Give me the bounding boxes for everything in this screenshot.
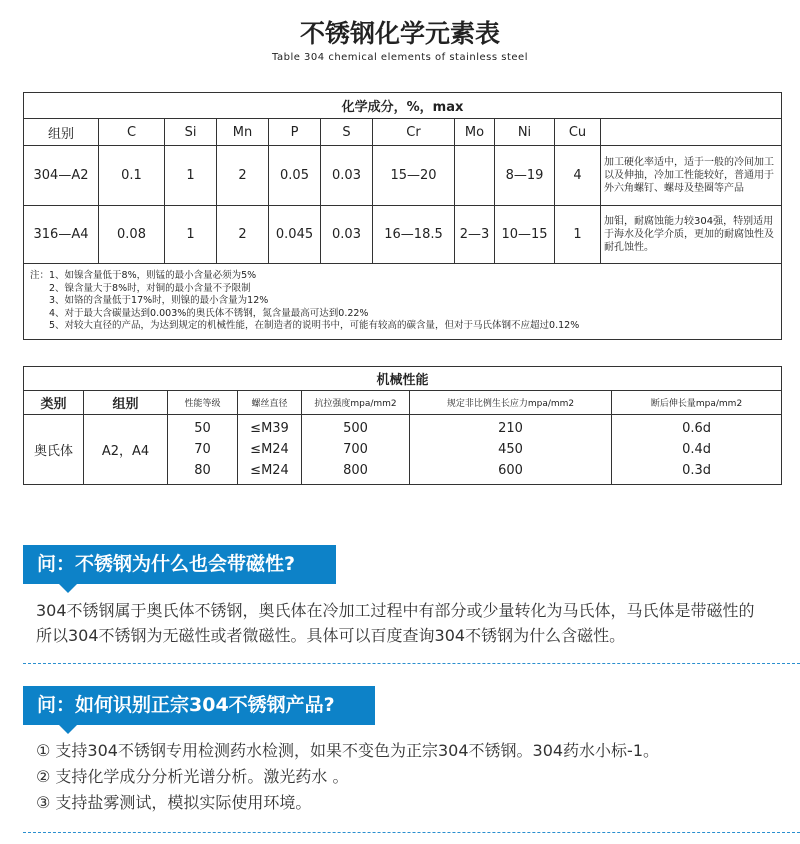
- diameter-value: ≤M24: [250, 442, 289, 457]
- table-cell: 0.03: [321, 146, 373, 206]
- column-header: Mn: [217, 119, 269, 146]
- table-cell: 1: [165, 146, 217, 206]
- table-row: [24, 415, 782, 485]
- grade-cell: [168, 415, 238, 485]
- table-cell: 4: [555, 146, 601, 206]
- column-header: Mo: [455, 119, 495, 146]
- column-header: C: [99, 119, 165, 146]
- answer-line: ③ 支持盐雾测试，模拟实际使用环境。: [36, 793, 312, 812]
- table-cell: 2: [217, 206, 269, 264]
- table-notes: [24, 264, 782, 340]
- grade-value: 80: [194, 463, 211, 478]
- table-cell: 16—18.5: [373, 206, 455, 264]
- table-cell: 1: [165, 206, 217, 264]
- question-text: 问：不锈钢为什么也会带磁性?: [37, 553, 296, 575]
- table-cell: 316—A4: [24, 206, 99, 264]
- table-cell: 10—15: [495, 206, 555, 264]
- section-divider: [23, 832, 800, 833]
- question-banner: [23, 686, 375, 725]
- column-header: 抗拉强度mpa/mm2: [302, 391, 410, 415]
- tensile-cell: [302, 415, 410, 485]
- table-cell: 2—3: [455, 206, 495, 264]
- table-cell: 0.1: [99, 146, 165, 206]
- elongation-value: 0.3d: [682, 463, 711, 478]
- question-text: 问：如何识别正宗304不锈钢产品?: [37, 694, 335, 716]
- yield-cell: [410, 415, 612, 485]
- section-divider: [23, 663, 800, 664]
- column-header: S: [321, 119, 373, 146]
- diameter-value: ≤M24: [250, 463, 289, 478]
- column-header: 组别: [84, 391, 168, 415]
- note-line: 5、对较大直径的产品，为达到规定的机械性能，在制造者的说明书中，可能有较高的碳含量，但对于马氏体钢不应超过0.12%: [30, 320, 580, 332]
- table-row: [24, 206, 782, 264]
- mech-table-caption: 机械性能: [24, 367, 782, 391]
- question-banner: [23, 545, 336, 584]
- table-cell: 1: [555, 206, 601, 264]
- answer-line: 304不锈钢属于奥氏体不锈钢，奥氏体在冷加工过程中有部分或少量转化为马氏体，马氏体是带磁性的: [36, 601, 755, 620]
- table-cell: 8—19: [495, 146, 555, 206]
- tensile-value: 500: [343, 421, 368, 436]
- answer-line: ② 支持化学成分分析光谱分析。激光药水 。: [36, 767, 349, 786]
- grade-value: 50: [194, 421, 211, 436]
- column-header: Ni: [495, 119, 555, 146]
- row-description: 加工硬化率适中，适于一般的冷间加工以及伸抽，冷加工性能较好，普通用于外六角螺钉、螺母及垫圈等产品: [601, 146, 782, 206]
- note-line: 4、对于最大含碳量达到0.003%的奥氏体不锈钢，氮含量最高可达到0.22%: [30, 307, 369, 319]
- note-line: 3、如铬的含量低于17%时，则镍的最小含量为12%: [30, 295, 269, 307]
- answer-line: ① 支持304不锈钢专用检测药水检测，如果不变色为正宗304不锈钢。304药水小标-1。: [36, 741, 660, 760]
- table-cell: 304—A2: [24, 146, 99, 206]
- table-cell: [455, 146, 495, 206]
- column-header-blank: [601, 119, 782, 146]
- column-header: Cr: [373, 119, 455, 146]
- tensile-value: 800: [343, 463, 368, 478]
- column-header: 规定非比例生长应力mpa/mm2: [410, 391, 612, 415]
- elongation-cell: [612, 415, 782, 485]
- column-header: 螺丝直径: [238, 391, 302, 415]
- column-header: Si: [165, 119, 217, 146]
- table-cell: 0.045: [269, 206, 321, 264]
- table-cell: 0.05: [269, 146, 321, 206]
- note-line: 注：1、如镍含量低于8%，则锰的最小含量必须为5%: [30, 270, 257, 281]
- table-cell: 0.03: [321, 206, 373, 264]
- column-header: Cu: [555, 119, 601, 146]
- mechanical-properties-table: [23, 366, 782, 485]
- elongation-value: 0.6d: [682, 421, 711, 436]
- table-row: [24, 146, 782, 206]
- category-cell: 奥氏体: [24, 415, 84, 485]
- yield-value: 210: [498, 421, 523, 436]
- column-header: 断后伸长量mpa/mm2: [612, 391, 782, 415]
- diameter-cell: [238, 415, 302, 485]
- chem-table-caption: 化学成分，%，max: [24, 93, 782, 119]
- tensile-value: 700: [343, 442, 368, 457]
- column-header: 组别: [24, 119, 99, 146]
- page-title: 不锈钢化学元素表: [299, 19, 500, 48]
- row-description: 加钼，耐腐蚀能力较304强，特别适用于海水及化学介质，更加的耐腐蚀性及耐孔蚀性。: [601, 206, 782, 264]
- table-cell: 15—20: [373, 146, 455, 206]
- column-header: P: [269, 119, 321, 146]
- chemical-composition-table: [23, 92, 782, 340]
- page-subtitle: Table 304 chemical elements of stainless steel: [272, 52, 528, 63]
- diameter-value: ≤M39: [250, 421, 289, 436]
- yield-value: 450: [498, 442, 523, 457]
- elongation-value: 0.4d: [682, 442, 711, 457]
- table-cell: 0.08: [99, 206, 165, 264]
- answer-line: 所以304不锈钢为无磁性或者微磁性。具体可以百度查询304不锈钢为什么含磁性。: [36, 626, 626, 645]
- table-cell: 2: [217, 146, 269, 206]
- note-line: 2、镍含量大于8%时，对铜的最小含量不予限制: [30, 282, 251, 294]
- column-header: 类别: [24, 391, 84, 415]
- yield-value: 600: [498, 463, 523, 478]
- column-header: 性能等级: [168, 391, 238, 415]
- group-cell: A2，A4: [84, 415, 168, 485]
- banner-pointer: [59, 725, 77, 734]
- grade-value: 70: [194, 442, 211, 457]
- banner-pointer: [59, 584, 77, 593]
